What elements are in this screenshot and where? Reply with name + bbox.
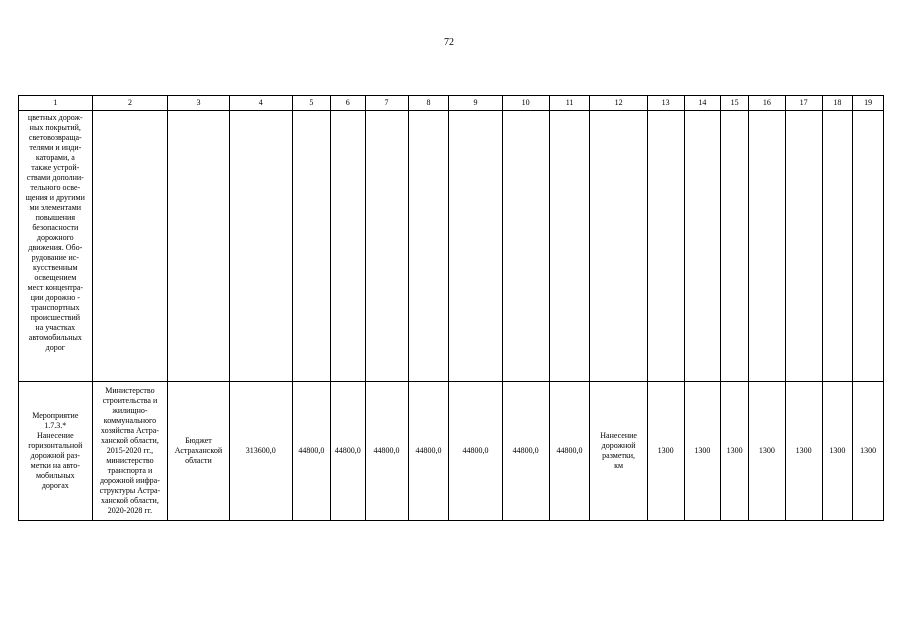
- program-table: [18, 95, 884, 521]
- empty-cell: [168, 111, 229, 382]
- indicator-name: Нанесение дорожной разметки, км: [590, 382, 647, 521]
- column-number: 11: [549, 96, 590, 111]
- empty-cell: [293, 111, 331, 382]
- funding-value: 44800,0: [408, 382, 449, 521]
- empty-cell: [853, 111, 884, 382]
- column-number: 16: [748, 96, 785, 111]
- empty-cell: [549, 111, 590, 382]
- measure-description-continued: цветных дорож- ных покрытий, световозвраща- телями и инди- каторами, а также устрой- ствами дополни- тельного осве- щения и другими ми элементами повышения безопасности дорожного движения. Обо- рудование ис- кусственным освещением мест концентра- ции дорожно - транспортных происшествий на участках автомобильных дорог: [19, 111, 93, 382]
- empty-cell: [721, 111, 749, 382]
- empty-cell: [822, 111, 853, 382]
- column-number: 13: [647, 96, 684, 111]
- column-number: 9: [449, 96, 502, 111]
- column-number-row: [19, 96, 884, 111]
- funding-value: 44800,0: [293, 382, 331, 521]
- indicator-value: 1300: [684, 382, 721, 521]
- column-number: 12: [590, 96, 647, 111]
- column-number: 7: [365, 96, 408, 111]
- empty-cell: [502, 111, 549, 382]
- funding-value: 44800,0: [549, 382, 590, 521]
- indicator-value: 1300: [721, 382, 749, 521]
- indicator-value: 1300: [647, 382, 684, 521]
- empty-cell: [449, 111, 502, 382]
- indicator-value: 1300: [748, 382, 785, 521]
- column-number: 8: [408, 96, 449, 111]
- measure-name: Мероприятие 1.7.3.* Нанесение горизонтальной дорожной раз- метки на авто- мобильных дорогах: [19, 382, 93, 521]
- column-number: 19: [853, 96, 884, 111]
- empty-cell: [785, 111, 822, 382]
- empty-cell: [92, 111, 168, 382]
- column-number: 5: [293, 96, 331, 111]
- empty-cell: [330, 111, 365, 382]
- column-number: 18: [822, 96, 853, 111]
- funding-source: Бюджет Астраханской области: [168, 382, 229, 521]
- indicator-value: 1300: [822, 382, 853, 521]
- funding-value: 44800,0: [330, 382, 365, 521]
- empty-cell: [229, 111, 292, 382]
- total-funding: 313600,0: [229, 382, 292, 521]
- column-number: 6: [330, 96, 365, 111]
- column-number: 17: [785, 96, 822, 111]
- indicator-value: 1300: [853, 382, 884, 521]
- funding-value: 44800,0: [502, 382, 549, 521]
- empty-cell: [408, 111, 449, 382]
- empty-cell: [684, 111, 721, 382]
- column-number: 1: [19, 96, 93, 111]
- empty-cell: [748, 111, 785, 382]
- page-number: 72: [444, 37, 454, 48]
- column-number: 3: [168, 96, 229, 111]
- column-number: 4: [229, 96, 292, 111]
- empty-cell: [590, 111, 647, 382]
- table-row: [19, 382, 884, 521]
- indicator-value: 1300: [785, 382, 822, 521]
- funding-value: 44800,0: [449, 382, 502, 521]
- table-row: [19, 111, 884, 382]
- empty-cell: [647, 111, 684, 382]
- empty-cell: [365, 111, 408, 382]
- responsible-executor: Министерство строительства и жилищно- коммунального хозяйства Астра- ханской области, 2015-2020 гг., министерство транспорта и дорожной инфра- структуры Астра- ханской области, 2020-2028 гг.: [92, 382, 168, 521]
- column-number: 2: [92, 96, 168, 111]
- funding-value: 44800,0: [365, 382, 408, 521]
- column-number: 10: [502, 96, 549, 111]
- column-number: 14: [684, 96, 721, 111]
- column-number: 15: [721, 96, 749, 111]
